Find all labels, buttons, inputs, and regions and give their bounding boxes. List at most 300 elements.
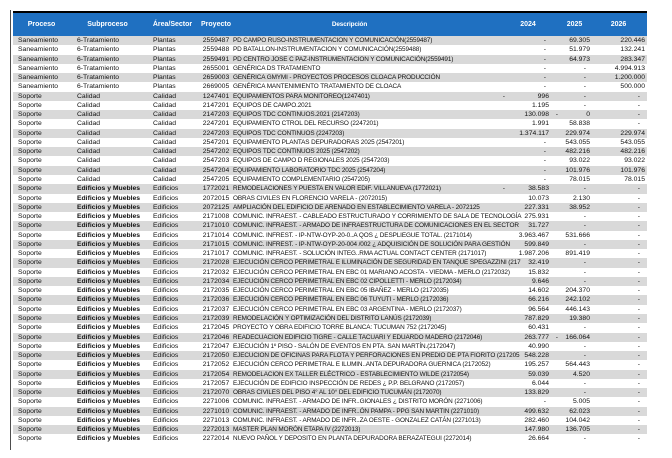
cell-descripcion[interactable]: PD CENTRO JOSE C PAZ-INSTRUMENTACION Y COMUNICACIÓN(2559491) [233, 55, 454, 63]
cell-descripcion[interactable]: EQUIPAMIENTO COMPLEMENTARIO (2547205) [233, 175, 370, 183]
cell-col_blank_2[interactable] [551, 360, 559, 369]
cell-area_sector[interactable]: Plantas [153, 55, 176, 63]
cell-col_blank_2[interactable] [551, 212, 559, 221]
cell-y2024[interactable]: 133.829 [524, 389, 549, 397]
cell-area_sector[interactable]: Edificios [153, 231, 179, 239]
cell-y2026[interactable]: - [637, 259, 640, 267]
cell-subproceso[interactable]: Edificios y Muebles [77, 435, 141, 443]
cell-proceso[interactable]: Soporte [18, 324, 42, 332]
cell-proyecto[interactable]: 1247401 [202, 92, 230, 100]
cell-proceso[interactable]: Saneamiento [18, 74, 59, 82]
cell-y2024[interactable]: 195.257 [524, 361, 549, 369]
cell-subproceso[interactable]: Calidad [77, 148, 101, 156]
cell-proceso[interactable]: Soporte [18, 92, 42, 100]
cell-descripcion[interactable]: EJECUCIÓN CERCO PERIMETRAL EN EBC 02 CIPOLLETTI - MERLO (2172034) [233, 277, 462, 285]
cell-col_blank_2[interactable] [551, 388, 559, 397]
cell-descripcion[interactable]: EJECUCIÓN CERCO PERIMETRAL E ILUMINACIÓN DE SEGURIDAD EN TANQUE SPEGAZZINI (217 [233, 259, 521, 267]
cell-subproceso[interactable]: Edificios y Muebles [77, 342, 141, 350]
cell-proceso[interactable]: Saneamiento [18, 46, 59, 54]
cell-y2024[interactable]: - [543, 166, 546, 174]
cell-col_blank_1[interactable] [467, 55, 507, 64]
cell-y2024[interactable]: 96.564 [528, 305, 549, 313]
cell-area_sector[interactable]: Edificios [153, 416, 179, 424]
cell-col_blank_2[interactable] [551, 351, 559, 360]
cell-proyecto[interactable]: 2271010 [202, 407, 230, 415]
cell-col_blank_2[interactable] [551, 258, 559, 267]
cell-subproceso[interactable]: Calidad [77, 175, 101, 183]
cell-proceso[interactable]: Soporte [18, 120, 42, 128]
cell-subproceso[interactable]: Edificios y Muebles [77, 194, 141, 202]
cell-area_sector[interactable]: Edificios [153, 389, 179, 397]
cell-proyecto[interactable]: 2172036 [202, 296, 230, 304]
cell-y2026[interactable]: 1.200.000 [614, 74, 645, 82]
cell-subproceso[interactable]: Edificios y Muebles [77, 268, 141, 276]
cell-y2024[interactable]: 282.460 [524, 416, 549, 424]
cell-subproceso[interactable]: Calidad [77, 101, 101, 109]
cell-col_blank_1[interactable] [467, 434, 507, 443]
cell-subproceso[interactable]: Calidad [77, 92, 101, 100]
cell-descripcion[interactable]: EJECUCIÓN CERCO PERIMETRAL EN EBC 01 MARIANO ACOSTA - VIEDMA - MERLO (2172032) [233, 268, 510, 276]
cell-y2025[interactable]: - [583, 259, 586, 267]
cell-col_blank_2[interactable] [551, 119, 559, 128]
cell-proyecto[interactable]: 2172070 [202, 389, 230, 397]
cell-proceso[interactable]: Soporte [18, 314, 42, 322]
cell-proyecto[interactable]: 2072125 [202, 203, 230, 211]
cell-proyecto[interactable]: 2172039 [202, 314, 230, 322]
cell-y2025[interactable]: 204.370 [565, 287, 590, 295]
cell-subproceso[interactable]: 6-Tratamiento [77, 55, 120, 63]
cell-area_sector[interactable]: Calidad [153, 157, 177, 165]
cell-proyecto[interactable]: 2659003 [202, 74, 230, 82]
cell-proyecto[interactable]: 2559488 [202, 46, 230, 54]
cell-proyecto[interactable]: 2172037 [202, 305, 230, 313]
cell-proyecto[interactable]: 2547202 [202, 148, 230, 156]
cell-descripcion[interactable]: REMODELACION EX TALLER ELÉCTRICO - ESTABLECIMIENTO WILDE (2172054) [233, 370, 469, 378]
cell-proyecto[interactable]: 2171017 [202, 250, 230, 258]
cell-area_sector[interactable]: Edificios [153, 203, 179, 211]
cell-proceso[interactable]: Soporte [18, 203, 42, 211]
cell-proceso[interactable]: Soporte [18, 389, 42, 397]
cell-y2024[interactable]: 599.849 [524, 240, 549, 248]
cell-y2025[interactable]: 242.102 [565, 296, 590, 304]
cell-area_sector[interactable]: Plantas [153, 83, 176, 91]
cell-proyecto[interactable]: 2172032 [202, 268, 230, 276]
cell-proyecto[interactable]: 2172028 [202, 259, 230, 267]
cell-y2026[interactable]: 482.216 [620, 148, 645, 156]
cell-y2024[interactable]: 499.632 [524, 407, 549, 415]
cell-proceso[interactable]: Soporte [18, 157, 42, 165]
cell-y2026[interactable]: 500.000 [620, 83, 645, 91]
cell-subproceso[interactable]: Edificios y Muebles [77, 185, 141, 193]
cell-col_blank_2[interactable] [551, 82, 559, 91]
cell-proceso[interactable]: Soporte [18, 138, 42, 146]
cell-col_blank_2[interactable] [551, 268, 559, 277]
cell-col_blank_1[interactable] [467, 101, 507, 110]
cell-proceso[interactable]: Soporte [18, 111, 42, 119]
cell-y2024[interactable]: 59.039 [528, 370, 549, 378]
cell-subproceso[interactable]: Edificios y Muebles [77, 277, 141, 285]
cell-y2024[interactable]: 6.044 [531, 379, 549, 387]
cell-proceso[interactable]: Saneamiento [18, 55, 59, 63]
cell-y2025[interactable]: - [583, 435, 586, 443]
cell-area_sector[interactable]: Calidad [153, 175, 177, 183]
cell-proyecto[interactable]: 2171015 [202, 240, 230, 248]
cell-area_sector[interactable]: Calidad [153, 148, 177, 156]
cell-y2024[interactable]: - [543, 157, 546, 165]
cell-area_sector[interactable]: Edificios [153, 314, 179, 322]
cell-col_blank_2[interactable] [551, 323, 559, 332]
cell-y2026[interactable]: - [637, 101, 640, 109]
cell-col_blank_2[interactable]: - [555, 111, 558, 119]
cell-y2026[interactable]: - [637, 296, 640, 304]
cell-col_blank_2[interactable] [551, 314, 559, 323]
cell-descripcion[interactable]: MASTER PLAN MORÓN ETAPA IV (2272013) [233, 426, 361, 434]
cell-y2026[interactable]: - [637, 111, 640, 119]
cell-y2024[interactable]: 38.583 [528, 185, 549, 193]
cell-proceso[interactable]: Soporte [18, 259, 42, 267]
cell-col_blank_2[interactable] [551, 194, 559, 203]
cell-col_blank_1[interactable] [467, 370, 507, 379]
cell-col_blank_1[interactable] [467, 156, 507, 165]
cell-proyecto[interactable]: 2271006 [202, 398, 230, 406]
cell-y2024[interactable]: 1.195 [531, 101, 549, 109]
cell-y2025[interactable]: 62.023 [569, 407, 590, 415]
cell-col_blank_1[interactable] [467, 129, 507, 138]
cell-y2024[interactable]: - [543, 46, 546, 54]
cell-col_blank_2[interactable] [551, 397, 559, 406]
cell-col_blank_1[interactable] [467, 249, 507, 258]
cell-subproceso[interactable]: Edificios y Muebles [77, 398, 141, 406]
cell-area_sector[interactable]: Plantas [153, 64, 176, 72]
cell-area_sector[interactable]: Edificios [153, 379, 179, 387]
cell-descripcion[interactable]: READECUACION EDIFICIO TIGRE - CALLE TACUARI Y EDUARDO MADERO (2172046) [233, 333, 483, 341]
cell-area_sector[interactable]: Edificios [153, 426, 179, 434]
cell-subproceso[interactable]: Calidad [77, 111, 101, 119]
cell-descripcion[interactable]: EQUIPOS TDC CONTINUOS 2025 (2547202) [233, 148, 360, 156]
cell-y2025[interactable]: - [583, 92, 586, 100]
cell-y2025[interactable]: - [583, 352, 586, 360]
cell-col_blank_1[interactable] [467, 351, 507, 360]
cell-area_sector[interactable]: Edificios [153, 213, 179, 221]
cell-y2025[interactable]: 19.380 [569, 314, 590, 322]
cell-y2024[interactable]: 548.228 [524, 352, 549, 360]
cell-y2025[interactable]: 543.055 [565, 138, 590, 146]
cell-col_blank_1[interactable] [467, 36, 507, 45]
cell-col_blank_2[interactable] [551, 240, 559, 249]
cell-proceso[interactable]: Soporte [18, 185, 42, 193]
cell-col_blank_1[interactable] [467, 119, 507, 128]
cell-descripcion[interactable]: EQUIPOS TDC CONTINUOS (2247203) [233, 129, 345, 137]
cell-proyecto[interactable]: 2172046 [202, 333, 230, 341]
cell-y2024[interactable]: - [543, 37, 546, 44]
cell-y2026[interactable]: - [637, 407, 640, 415]
cell-col_blank_2[interactable]: - [555, 333, 558, 341]
cell-col_blank_2[interactable] [551, 286, 559, 295]
cell-y2025[interactable]: 58.838 [569, 120, 590, 128]
cell-subproceso[interactable]: 6-Tratamiento [77, 74, 120, 82]
cell-y2026[interactable]: - [637, 324, 640, 332]
cell-y2025[interactable]: - [583, 185, 586, 193]
cell-descripcion[interactable]: AMPLIACIÓN DEL EDIFICIO DE ARENADO EN ESTABLECIMIENTO VARELA - 2072125 [233, 203, 480, 211]
cell-y2026[interactable]: - [637, 240, 640, 248]
cell-proyecto[interactable]: 2272013 [202, 426, 230, 434]
cell-y2026[interactable]: 78.015 [624, 175, 645, 183]
cell-y2024[interactable]: 1.374.117 [519, 129, 549, 137]
cell-proceso[interactable]: Soporte [18, 213, 42, 221]
cell-proyecto[interactable]: 2559491 [202, 55, 230, 63]
cell-proceso[interactable]: Soporte [18, 250, 42, 258]
cell-y2026[interactable]: - [637, 398, 640, 406]
cell-proyecto[interactable]: 2559487 [202, 37, 230, 44]
cell-col_blank_1[interactable] [467, 388, 507, 397]
cell-descripcion[interactable]: EQUIPOS DE CAMPO.2021 [233, 101, 312, 109]
cell-col_blank_1[interactable] [467, 110, 507, 119]
cell-subproceso[interactable]: Calidad [77, 129, 101, 137]
cell-descripcion[interactable]: COMUNIC. INFRAEST. - ARMADO DE INFRAESTRUCTURA DE COMUNICACIONES EN EL SECTOR [233, 222, 519, 230]
cell-y2024[interactable]: - [543, 55, 546, 63]
cell-y2025[interactable]: 38.952 [569, 203, 590, 211]
cell-proceso[interactable]: Soporte [18, 240, 42, 248]
cell-area_sector[interactable]: Edificios [153, 398, 179, 406]
cell-descripcion[interactable]: EJECUCION DE OFICINAS PARA FLOTA Y PERFORACIONES EN PREDIO DE PTA FIORITO (217205 [233, 352, 520, 360]
cell-proyecto[interactable]: 2547204 [202, 166, 230, 174]
cell-y2026[interactable]: - [637, 333, 640, 341]
cell-descripcion[interactable]: EQUIPAMIENTOS PARA MONITOREO(1247401) [233, 92, 370, 100]
cell-subproceso[interactable]: Edificios y Muebles [77, 231, 141, 239]
cell-y2024[interactable]: - [543, 74, 546, 82]
cell-y2026[interactable]: - [637, 287, 640, 295]
cell-subproceso[interactable]: Edificios y Muebles [77, 352, 141, 360]
cell-subproceso[interactable]: Calidad [77, 120, 101, 128]
cell-descripcion[interactable]: COMUNIC. INFREST. - IP-NTW-OYP-20-004 /002 ¿ ADQUISICIÓN DE SOLUCIÓN PARA GESTIÓN [233, 240, 510, 248]
cell-descripcion[interactable]: EJECUCIÓN 1º PISO - SALÓN DE EVENTOS EN PTA. SAN MARTÍN.(2172047) [233, 342, 456, 350]
cell-area_sector[interactable]: Edificios [153, 259, 179, 267]
cell-proyecto[interactable]: 2147201 [202, 101, 230, 109]
cell-y2024[interactable]: 14.602 [528, 287, 549, 295]
cell-y2026[interactable]: 101.976 [620, 166, 645, 174]
cell-col_blank_2[interactable] [551, 166, 559, 175]
cell-col_blank_1[interactable] [467, 342, 507, 351]
cell-subproceso[interactable]: Edificios y Muebles [77, 259, 141, 267]
cell-col_blank_2[interactable] [551, 129, 559, 138]
cell-area_sector[interactable]: Edificios [153, 250, 179, 258]
cell-y2025[interactable]: 101.976 [565, 166, 590, 174]
cell-proceso[interactable]: Soporte [18, 129, 42, 137]
cell-col_blank_1[interactable] [467, 175, 507, 184]
cell-col_blank_1[interactable] [467, 333, 507, 342]
cell-col_blank_1[interactable] [467, 64, 507, 73]
cell-area_sector[interactable]: Plantas [153, 37, 176, 44]
cell-subproceso[interactable]: Edificios y Muebles [77, 370, 141, 378]
cell-y2025[interactable]: 51.979 [569, 46, 590, 54]
cell-proceso[interactable]: Soporte [18, 231, 42, 239]
cell-col_blank_2[interactable] [551, 342, 559, 351]
cell-proyecto[interactable]: 2655001 [202, 64, 230, 72]
cell-area_sector[interactable]: Edificios [153, 370, 179, 378]
cell-subproceso[interactable]: 6-Tratamiento [77, 83, 120, 91]
cell-area_sector[interactable]: Edificios [153, 277, 179, 285]
cell-col_blank_1[interactable] [467, 203, 507, 212]
cell-col_blank_1[interactable]: - [502, 92, 505, 100]
cell-y2025[interactable]: - [583, 342, 586, 350]
cell-y2025[interactable]: 5.005 [572, 398, 590, 406]
cell-col_blank_1[interactable]: - [502, 185, 505, 193]
cell-col_blank_1[interactable] [467, 240, 507, 249]
cell-descripcion[interactable]: EQUIPOS DE CAMPO D REGIONALES 2025 (2547203) [233, 157, 390, 165]
cell-col_blank_1[interactable] [467, 305, 507, 314]
cell-subproceso[interactable]: Edificios y Muebles [77, 287, 141, 295]
cell-area_sector[interactable]: Edificios [153, 287, 179, 295]
cell-y2026[interactable]: - [637, 305, 640, 313]
cell-area_sector[interactable]: Edificios [153, 222, 179, 230]
cell-col_blank_1[interactable] [467, 277, 507, 286]
cell-y2026[interactable]: - [637, 277, 640, 285]
cell-col_blank_1[interactable] [467, 258, 507, 267]
cell-descripcion[interactable]: EQUIPAMIENTO PLANTAS DEPURADORAS 2025 (2547201) [233, 138, 405, 146]
cell-y2024[interactable]: 15.832 [528, 268, 549, 276]
cell-y2025[interactable]: 891.419 [565, 250, 590, 258]
cell-y2026[interactable]: 543.055 [620, 138, 645, 146]
cell-descripcion[interactable]: COMUNIC. INFRAEST. - ARMADO DE INFR..ZA OESTE - GONZALEZ CATÁN (2271013) [233, 416, 481, 424]
cell-col_blank_1[interactable] [467, 286, 507, 295]
cell-proyecto[interactable]: 2172052 [202, 361, 230, 369]
cell-col_blank_2[interactable] [551, 184, 559, 193]
cell-proceso[interactable]: Soporte [18, 268, 42, 276]
cell-col_blank_1[interactable] [467, 73, 507, 82]
cell-subproceso[interactable]: Calidad [77, 157, 101, 165]
cell-col_blank_1[interactable] [467, 268, 507, 277]
cell-descripcion[interactable]: COMUNIC. INFRAEST. - CABLEADO ESTRUCTURADO Y CORRIMIENTO DE SALA DE TECNOLOGÍA [233, 213, 522, 221]
cell-area_sector[interactable]: Edificios [153, 342, 179, 350]
cell-descripcion[interactable]: REMODELACIONES Y PUESTA EN VALOR EDIF. VILLANUEVA (1772021) [233, 185, 441, 193]
cell-y2024[interactable]: 3.963.467 [518, 231, 549, 239]
cell-descripcion[interactable]: EJECUCIÓN CERCO PERIMETRAL EN EBC 05 IBAÑEZ - MERLO (2172035) [233, 287, 449, 295]
cell-y2026[interactable]: - [637, 194, 640, 202]
cell-y2024[interactable]: 31.727 [528, 222, 549, 230]
cell-col_blank_1[interactable] [467, 416, 507, 425]
cell-proceso[interactable]: Soporte [18, 426, 42, 434]
cell-area_sector[interactable]: Plantas [153, 74, 176, 82]
cell-col_blank_1[interactable] [467, 407, 507, 416]
cell-area_sector[interactable]: Edificios [153, 305, 179, 313]
cell-y2024[interactable]: 227.331 [524, 203, 549, 211]
cell-col_blank_2[interactable] [551, 101, 559, 110]
cell-y2024[interactable]: - [543, 64, 546, 72]
cell-y2026[interactable]: - [637, 268, 640, 276]
cell-area_sector[interactable]: Edificios [153, 240, 179, 248]
cell-descripcion[interactable]: NUEVO PAÑOL Y DEPOSITO EN PLANTA DEPURADORA BERAZATEGUI (2272014) [233, 435, 472, 443]
cell-y2025[interactable]: - [583, 83, 586, 91]
cell-proceso[interactable]: Soporte [18, 342, 42, 350]
cell-proceso[interactable]: Soporte [18, 222, 42, 230]
cell-area_sector[interactable]: Edificios [153, 296, 179, 304]
cell-y2024[interactable]: 60.431 [528, 324, 549, 332]
cell-col_blank_1[interactable] [467, 425, 507, 434]
cell-area_sector[interactable]: Calidad [153, 129, 177, 137]
cell-y2026[interactable]: - [637, 250, 640, 258]
cell-proyecto[interactable]: 2247201 [202, 120, 230, 128]
cell-y2024[interactable]: 787.829 [524, 314, 549, 322]
cell-y2026[interactable]: - [637, 389, 640, 397]
cell-proyecto[interactable]: 2171014 [202, 231, 230, 239]
cell-y2025[interactable]: - [583, 324, 586, 332]
cell-area_sector[interactable]: Calidad [153, 166, 177, 174]
cell-area_sector[interactable]: Edificios [153, 185, 179, 193]
cell-col_blank_1[interactable] [467, 231, 507, 240]
cell-y2025[interactable]: - [583, 101, 586, 109]
cell-subproceso[interactable]: 6-Tratamiento [77, 37, 120, 44]
cell-descripcion[interactable]: COMUNIC. INFRAEST. - ARMADO DE INFR..GIONALES ¿ DISTRITO MORÓN (2271006) [233, 398, 483, 406]
cell-descripcion[interactable]: EJECUCIÓN DE EDIFICIO INSPECCIÓN DE REDES ¿ P.P. BELGRANO (2172057) [233, 379, 465, 387]
cell-col_blank_1[interactable] [467, 166, 507, 175]
cell-y2025[interactable]: 78.015 [569, 175, 590, 183]
cell-area_sector[interactable]: Edificios [153, 407, 179, 415]
cell-area_sector[interactable]: Edificios [153, 194, 179, 202]
cell-y2024[interactable]: 10.073 [528, 194, 549, 202]
cell-y2025[interactable]: 4.520 [572, 370, 590, 378]
cell-y2025[interactable]: 482.216 [565, 148, 590, 156]
cell-proyecto[interactable]: 2172054 [202, 370, 230, 378]
cell-y2026[interactable]: - [637, 352, 640, 360]
cell-y2026[interactable]: - [637, 314, 640, 322]
cell-y2026[interactable]: 132.241 [620, 46, 645, 54]
cell-y2026[interactable]: - [637, 120, 640, 128]
cell-y2025[interactable]: 104.042 [565, 416, 590, 424]
cell-subproceso[interactable]: Calidad [77, 166, 101, 174]
cell-subproceso[interactable]: 6-Tratamiento [77, 64, 120, 72]
cell-col_blank_2[interactable] [551, 407, 559, 416]
cell-descripcion[interactable]: OBRAS CIVILES EN FLORENCIO VARELA - (2072015) [233, 194, 387, 202]
cell-proyecto[interactable]: 2072015 [202, 194, 230, 202]
cell-col_blank_1[interactable] [467, 194, 507, 203]
cell-proyecto[interactable]: 2547205 [202, 175, 230, 183]
cell-y2024[interactable]: 1.987.206 [518, 250, 549, 258]
cell-col_blank_1[interactable] [467, 212, 507, 221]
cell-col_blank_1[interactable] [467, 360, 507, 369]
cell-col_blank_2[interactable] [551, 45, 559, 54]
cell-area_sector[interactable]: Edificios [153, 435, 179, 443]
cell-proyecto[interactable]: 2172047 [202, 342, 230, 350]
cell-y2026[interactable]: 4.994.913 [614, 64, 645, 72]
cell-y2025[interactable]: 229.974 [565, 129, 590, 137]
cell-proceso[interactable]: Saneamiento [18, 64, 59, 72]
cell-area_sector[interactable]: Calidad [153, 101, 177, 109]
cell-y2024[interactable]: - [543, 398, 546, 406]
cell-y2025[interactable]: - [583, 213, 586, 221]
cell-y2026[interactable]: 220.446 [620, 37, 645, 44]
cell-proceso[interactable]: Soporte [18, 416, 42, 424]
cell-proyecto[interactable]: 2172050 [202, 352, 230, 360]
cell-descripcion[interactable]: EQUIPOS TDC CONTINUOS.2021 (2147203) [233, 111, 360, 119]
cell-descripcion[interactable]: EJECUCIÓN CERCO PERIMETRAL EN EBC 03 ARGENTINA - MERLO (2172037) [233, 305, 462, 313]
cell-area_sector[interactable]: Calidad [153, 92, 177, 100]
cell-col_blank_2[interactable] [551, 249, 559, 258]
cell-subproceso[interactable]: Edificios y Muebles [77, 213, 141, 221]
cell-col_blank_2[interactable] [551, 277, 559, 286]
cell-col_blank_1[interactable] [467, 379, 507, 388]
cell-proyecto[interactable]: 2171008 [202, 213, 230, 221]
cell-col_blank_1[interactable] [467, 323, 507, 332]
cell-proceso[interactable]: Soporte [18, 305, 42, 313]
cell-descripcion[interactable]: EQUIPAMIENTO CTROL DEL RECURSO (2247201) [233, 120, 379, 128]
cell-col_blank_2[interactable] [551, 55, 559, 64]
cell-proyecto[interactable]: 2271013 [202, 416, 230, 424]
cell-y2025[interactable]: - [583, 240, 586, 248]
cell-col_blank_2[interactable] [551, 73, 559, 82]
cell-col_blank_2[interactable] [551, 425, 559, 434]
cell-subproceso[interactable]: Edificios y Muebles [77, 296, 141, 304]
cell-y2026[interactable]: 283.347 [620, 55, 645, 63]
